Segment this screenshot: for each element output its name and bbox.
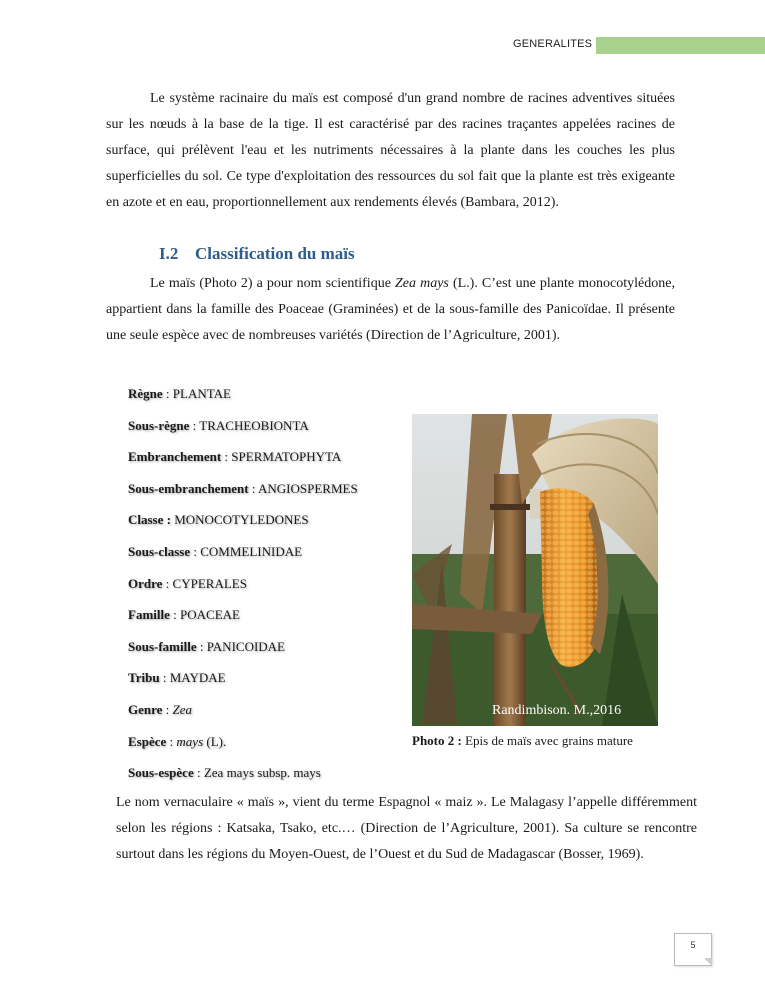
maize-cob-illustration — [412, 414, 658, 726]
taxonomy-suffix: (L). — [203, 733, 227, 749]
page-number: 5 — [690, 940, 696, 950]
taxonomy-separator: : — [162, 702, 173, 717]
taxonomy-separator: : — [169, 607, 181, 623]
taxonomy-row — [128, 702, 192, 718]
photo-credit: Randimbison. M.,2016 — [492, 703, 622, 718]
taxonomy-separator: : — [189, 417, 200, 433]
taxonomy-value: mays — [176, 733, 204, 749]
taxonomy-row — [128, 607, 240, 623]
taxonomy-separator: : — [196, 638, 207, 654]
taxonomy-row — [128, 449, 341, 465]
taxonomy-value: Zea — [172, 702, 193, 717]
taxonomy-row — [128, 765, 321, 781]
root-system-paragraph — [106, 86, 675, 216]
classification-text-start: Le maïs (Photo 2) a pour nom scientifique — [150, 276, 395, 291]
taxonomy-value: POACEAE — [180, 607, 240, 623]
taxonomy-row — [128, 576, 247, 592]
taxonomy-row — [128, 670, 226, 686]
section-heading — [159, 244, 355, 264]
taxonomy-rank: Famille — [128, 607, 170, 623]
taxonomy-value: MAYDAE — [169, 670, 226, 686]
page-curl-corner — [704, 958, 712, 966]
taxonomy-rank: Sous-embranchement — [128, 480, 249, 496]
running-header: GENERALITES — [513, 38, 593, 50]
taxonomy-separator: : — [190, 544, 201, 559]
photo-caption-label: Photo 2 : — [412, 733, 462, 748]
page-number-box — [674, 933, 712, 966]
taxonomy-rank: Sous-règne — [128, 417, 190, 433]
taxonomy-separator: : — [166, 733, 177, 749]
taxonomy-rank: Ordre — [128, 575, 163, 591]
taxonomy-row — [128, 386, 231, 402]
taxonomy-row — [128, 418, 309, 434]
taxonomy-rank: Tribu — [128, 670, 160, 686]
taxonomy-value: CYPERALES — [172, 575, 247, 591]
vernacular-name-paragraph: Le nom vernaculaire « maïs », vient du terme Espagnol « maiz ». Le Malagasy l’appelle différemment selon les régions : Katsaka, Tsako, etc.… (Direction de l’Agriculture, 2001). Sa culture se rencontre surtout dans les régions du Moyen-Ouest, de l’Ouest et du Sud de Madagascar (Bosser, 1969). — [116, 795, 697, 862]
taxonomy-value: TRACHEOBIONTA — [199, 417, 309, 433]
taxonomy-separator: : — [162, 386, 173, 401]
taxonomy-rank: Sous-espèce — [128, 765, 194, 781]
taxonomy-row — [128, 639, 285, 655]
classification-paragraph — [106, 271, 675, 349]
header-accent-bar — [596, 37, 765, 54]
taxonomy-value: SPERMATOPHYTA — [231, 449, 342, 465]
maize-photo — [412, 414, 658, 726]
taxonomy-rank: Espèce — [128, 733, 167, 749]
classification-text-end: (L.). C’est une plante monocotylédone, appartient dans la famille des Poaceae (Graminées) et de la sous-famille des Panicoïdae. Il présente une seule espèce avec de nombreuses variétés (Direction de l’Agriculture, 2001). — [106, 276, 675, 343]
taxonomy-row — [128, 481, 358, 497]
taxonomy-separator: : — [193, 765, 204, 781]
taxonomy-row — [128, 734, 226, 750]
taxonomy-rank: Règne — [128, 386, 163, 401]
taxonomy-rank: Classe : — [128, 512, 171, 528]
taxonomy-value: ANGIOSPERMES — [258, 480, 358, 496]
scientific-name: Zea mays — [395, 276, 449, 291]
taxonomy-row — [128, 544, 302, 560]
taxonomy-value: MONOCOTYLEDONES — [174, 512, 309, 528]
taxonomy-rank: Embranchement — [128, 449, 222, 465]
section-number: I.2 — [159, 244, 179, 263]
taxonomy-rank: Genre — [128, 702, 163, 717]
photo-caption-text: Epis de maïs avec grains mature — [461, 733, 633, 748]
taxonomy-separator: : — [159, 670, 170, 686]
section-title: Classification du maïs — [195, 244, 355, 263]
taxonomy-row — [128, 512, 309, 528]
taxonomy-value: PLANTAE — [172, 386, 231, 401]
taxonomy-separator: : — [221, 449, 232, 465]
photo-caption — [412, 733, 633, 749]
root-system-text: Le système racinaire du maïs est composé d'un grand nombre de racines adventives situées sur les nœuds à la base de la tige. Il est caractérisé par des racines traçantes appelées racines de surface, qui prélèvent l'eau et les nutriments nécessaires à la plante dans les couches les plus superficielles du sol. Ce type d'exploitation des ressources du sol fait que la plante est très exigeante en azote et en eau, proportionnellement aux rendements élevés (Bambara, 2012). — [106, 91, 675, 210]
taxonomy-value: PANICOIDAE — [206, 638, 285, 654]
taxonomy-rank: Sous-famille — [128, 638, 197, 654]
taxonomy-rank: Sous-classe — [128, 544, 191, 559]
taxonomy-value: COMMELINIDAE — [200, 544, 303, 559]
taxonomy-separator: : — [248, 480, 259, 496]
taxonomy-separator: : — [162, 575, 173, 591]
taxonomy-value: Zea mays subsp. mays — [203, 765, 321, 781]
